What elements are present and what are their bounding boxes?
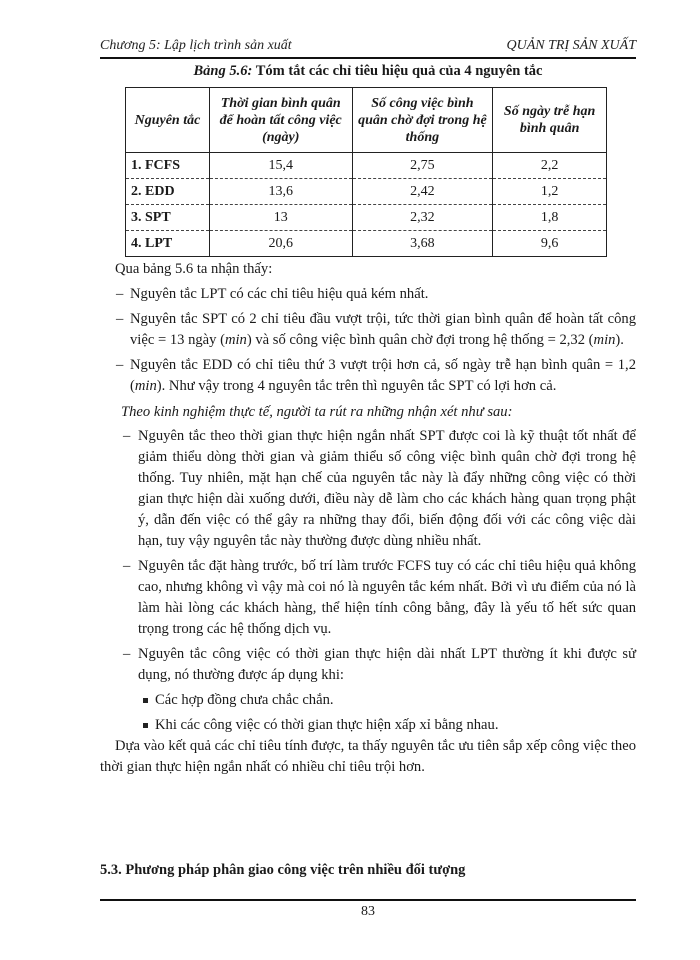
avg-jobs-in-system-cell: 2,42 <box>352 179 493 205</box>
column-header-avg-lateness: Số ngày trễ hạn bình quân <box>493 88 607 153</box>
column-header-rule: Nguyên tắc <box>126 88 210 153</box>
avg-lateness-cell: 2,2 <box>493 153 607 179</box>
intro-paragraph: Qua bảng 5.6 ta nhận thấy: <box>115 261 273 277</box>
remark-item: – Nguyên tắc công việc có thời gian thực hiện dài nhất LPT thường ít khi được sử dụng, nó thường được áp dụng khi: <box>123 646 636 683</box>
rules-summary-table <box>125 87 607 257</box>
lpt-case-item: Khi các công việc có thời gian thực hiện xấp xỉ bằng nhau. <box>100 715 636 736</box>
dash-bullet-icon: – <box>123 428 131 444</box>
dash-bullet-icon: – <box>116 286 124 302</box>
header-divider <box>100 57 636 59</box>
column-header-avg-jobs-in-system: Số công việc bình quân chờ đợi trong hệ thống <box>352 88 493 153</box>
footer-divider <box>100 899 636 901</box>
column-header-avg-completion-time: Thời gian bình quân để hoàn tất công việc (ngày) <box>209 88 352 153</box>
square-bullet-icon <box>143 723 148 728</box>
rule-name-cell: 3. SPT <box>126 205 210 231</box>
dash-bullet-icon: – <box>116 311 124 327</box>
table-caption <box>100 63 636 80</box>
table-row <box>126 231 607 257</box>
table-header-row <box>126 88 607 153</box>
running-header <box>100 38 636 58</box>
avg-completion-time-cell: 13,6 <box>209 179 352 205</box>
observation-item: – Nguyên tắc SPT có 2 chỉ tiêu đầu vượt trội, tức thời gian bình quân để hoàn tất công việc = 13 ngày (min) và số công việc bình quân chờ đợi trong hệ thống = 2,32 (min). <box>116 311 636 348</box>
lpt-case-item: Các hợp đồng chưa chắc chắn. <box>100 690 636 711</box>
avg-lateness-cell: 9,6 <box>493 231 607 257</box>
section-heading: 5.3. Phương pháp phân giao công việc trên nhiều đối tượng <box>100 862 466 878</box>
observation-item: – Nguyên tắc EDD có chỉ tiêu thứ 3 vượt trội hơn cả, số ngày trễ hạn bình quân = 1,2 (min). Như vậy trong 4 nguyên tắc trên thì nguyên tắc SPT có lợi hơn cả. <box>116 357 636 394</box>
square-bullet-icon <box>143 698 148 703</box>
table-caption-label: Bảng 5.6: <box>193 63 253 79</box>
avg-jobs-in-system-cell: 2,75 <box>352 153 493 179</box>
dash-bullet-icon: – <box>116 357 124 373</box>
experience-lead: Theo kinh nghiệm thực tế, người ta rút ra những nhận xét như sau: <box>121 404 513 420</box>
rule-name-cell: 4. LPT <box>126 231 210 257</box>
avg-jobs-in-system-cell: 3,68 <box>352 231 493 257</box>
avg-completion-time-cell: 20,6 <box>209 231 352 257</box>
avg-completion-time-cell: 13 <box>209 205 352 231</box>
conclusion-paragraph: Dựa vào kết quả các chỉ tiêu tính được, ta thấy nguyên tắc ưu tiên sắp xếp công việc theo thời gian thực hiện ngắn nhất có nhiều chỉ tiêu trội hơn. <box>100 738 636 775</box>
analysis-text <box>100 259 636 778</box>
remark-item: – Nguyên tắc theo thời gian thực hiện ngắn nhất SPT được coi là kỹ thuật tốt nhất để giảm thiểu dòng thời gian và giảm thiểu số công việc bình quân chờ đợi trong hệ thống. Tuy nhiên, mặt hạn chế của nguyên tắc này là đẩy những công việc có thời gian thực hiện dài xuống dưới, điều này dễ làm cho các khách hàng quan trọng phật ý, dẫn đến việc có thể gây ra những thay đổi, biến động đối với các công việc dài hạn, tuy vậy nguyên tắc này thường được dùng nhiều nhất. <box>123 428 636 549</box>
avg-lateness-cell: 1,2 <box>493 179 607 205</box>
dash-bullet-icon: – <box>123 646 131 662</box>
table-caption-text: Tóm tắt các chỉ tiêu hiệu quả của 4 nguyên tắc <box>252 63 543 79</box>
avg-lateness-cell: 1,8 <box>493 205 607 231</box>
table-row <box>126 153 607 179</box>
chapter-title: Chương 5: Lập lịch trình sản xuất <box>100 38 292 53</box>
table-row <box>126 179 607 205</box>
remark-item: – Nguyên tắc đặt hàng trước, bố trí làm trước FCFS tuy có các chỉ tiêu hiệu quả không cao, nhưng không vì vậy mà coi nó là nguyên tắc kém nhất. Bởi vì ưu điểm của nó là làm hài lòng các khách hàng, thể hiện tính công bằng, đây là yếu tố hết sức quan trọng trong các hệ thống dịch vụ. <box>123 558 636 637</box>
avg-jobs-in-system-cell: 2,32 <box>352 205 493 231</box>
dash-bullet-icon: – <box>123 558 131 574</box>
rule-name-cell: 2. EDD <box>126 179 210 205</box>
observation-item: – Nguyên tắc LPT có các chỉ tiêu hiệu quả kém nhất. <box>100 284 636 305</box>
page-number: 83 <box>361 904 375 919</box>
rule-name-cell: 1. FCFS <box>126 153 210 179</box>
table-row <box>126 205 607 231</box>
avg-completion-time-cell: 15,4 <box>209 153 352 179</box>
book-title: QUẢN TRỊ SẢN XUẤT <box>506 38 636 53</box>
